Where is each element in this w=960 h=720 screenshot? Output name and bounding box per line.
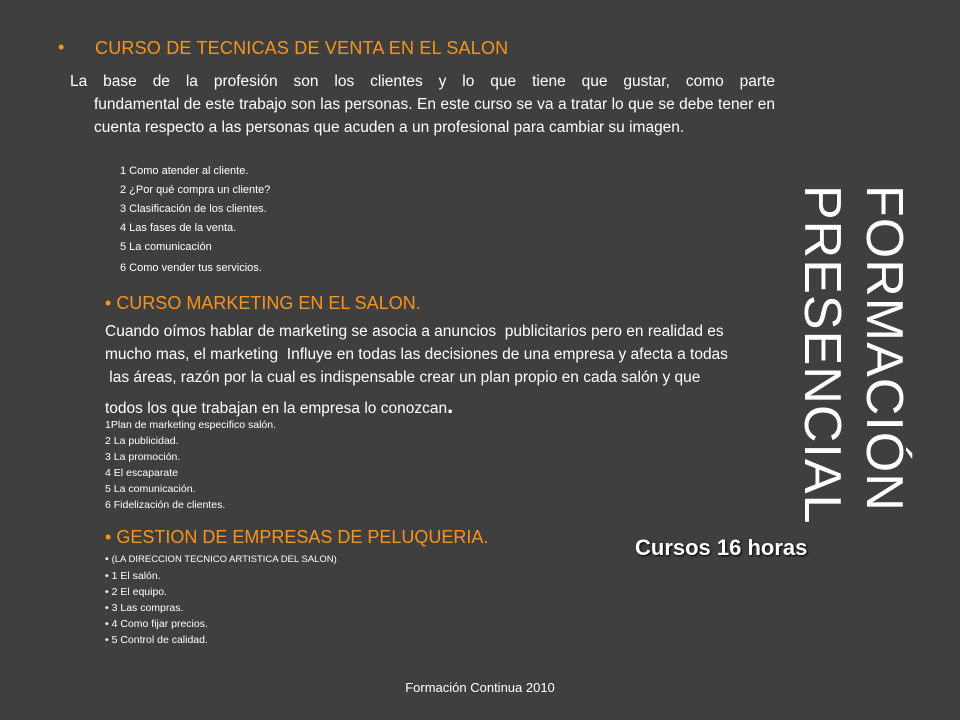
section1-paragraph-line1: La base de la profesión son los clientes y lo que tiene que gustar, como parte	[70, 73, 775, 90]
list-item	[105, 568, 337, 584]
bullet-icon: •	[105, 634, 112, 646]
list-item	[105, 551, 337, 568]
list-item-text: 1 El salón.	[111, 570, 161, 582]
list-item: 5 La comunicación	[120, 241, 212, 253]
list-item: 6 Como vender tus servicios.	[120, 262, 262, 274]
section2-line1: Cuando oímos hablar de marketing se asocia a anuncios publicitarios pero en realidad es	[105, 323, 724, 340]
list-item	[105, 632, 337, 648]
section1-paragraph-rest: fundamental de este trabajo son las personas. En este curso se va a tratar lo que se debe tener en cuenta respecto a las personas que acuden a un profesional para cambiar su imagen.	[94, 96, 775, 136]
side-title	[790, 185, 915, 525]
section2-line3: las áreas, razón por la cual es indispensable crear un plan propio en cada salón y que	[105, 369, 701, 386]
bullet-icon: •	[105, 618, 112, 630]
list-item-text: (LA DIRECCION TECNICO ARTISTICA DEL SALON)	[111, 554, 337, 565]
list-item: 3 La promoción.	[105, 451, 181, 463]
list-item	[105, 616, 337, 632]
list-item: 5 La comunicación.	[105, 483, 196, 495]
list-item-text: 4 Como fijar precios.	[111, 618, 208, 630]
list-item-text: 5 Control de calidad.	[111, 634, 208, 646]
bullet-icon: •	[58, 37, 65, 57]
hours-label: Cursos 16 horas	[635, 535, 808, 560]
list-item: 2 ¿Por qué compra un cliente?	[120, 184, 271, 196]
bullet-icon: •	[105, 293, 117, 313]
section1-paragraph	[70, 70, 775, 139]
section2-line4-end: .	[447, 393, 454, 418]
list-item: 4 El escaparate	[105, 467, 178, 479]
section2-line2: mucho mas, el marketing Influye en todas las decisiones de una empresa y afecta a todas	[105, 346, 728, 363]
side-title-line2: PRESENCIAL	[793, 185, 851, 525]
bullet-icon: •	[105, 586, 112, 598]
bullet-icon: •	[105, 553, 112, 565]
section2-line4: todos los que trabajan en la empresa lo conozcan	[105, 400, 448, 417]
list-item-text: 2 El equipo.	[111, 586, 168, 598]
list-item: 1Plan de marketing especifico salón.	[105, 419, 277, 431]
section2-title: CURSO MARKETING EN EL SALON.	[116, 293, 421, 313]
bullet-icon: •	[105, 602, 112, 614]
section2-list	[105, 417, 276, 513]
section1-title: CURSO DE TECNICAS DE VENTA EN EL SALON	[95, 38, 509, 58]
section2-heading	[105, 293, 421, 314]
list-item-text: 3 Las compras.	[111, 602, 184, 614]
list-item: 3 Clasificación de los clientes.	[120, 203, 267, 215]
list-item: 1 Como atender al cliente.	[120, 165, 249, 177]
list-item: 4 Las fases de la venta.	[120, 222, 237, 234]
section3-heading	[105, 527, 488, 548]
footer: Formación Continua 2010	[405, 680, 555, 695]
side-title-line1: FORMACIÓN	[855, 185, 913, 512]
section3-title: GESTION DE EMPRESAS DE PELUQUERIA.	[116, 527, 489, 547]
section3-list	[105, 551, 337, 648]
bullet-icon: •	[105, 527, 117, 547]
list-item: 2 La publicidad.	[105, 435, 179, 447]
section1-list	[120, 162, 270, 278]
bullet-icon: •	[105, 570, 112, 582]
list-item	[105, 584, 337, 600]
list-item	[105, 600, 337, 616]
section2-paragraph	[105, 320, 795, 420]
list-item: 6 Fidelización de clientes.	[105, 499, 226, 511]
